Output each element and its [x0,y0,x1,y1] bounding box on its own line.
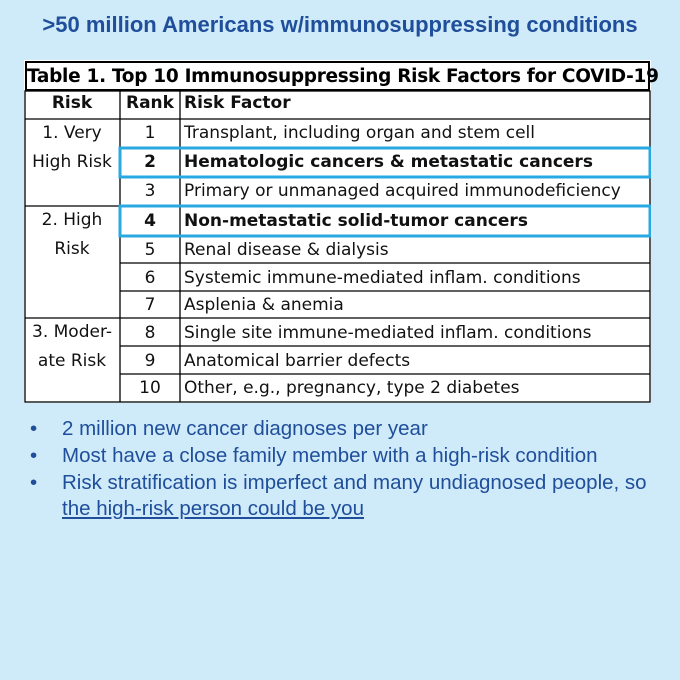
bullet-marker: • [30,417,38,440]
bullet-marker: • [30,444,38,467]
list-item [30,416,670,442]
bullet-text-part: Risk stratification is imperfect and many undiagnosed people, so [62,471,647,494]
risk-factor-cell: Non-metastatic solid-tumor cancers [184,211,528,231]
header-rank: Rank [126,93,174,113]
list-item [30,443,670,469]
risk-group-high [24,206,120,264]
risk-factor-cell: Asplenia & anemia [184,295,344,315]
header-risk-factor: Risk Factor [184,93,291,113]
risk-factor-cell: Transplant, including organ and stem cell [184,123,535,143]
rank-cell: 1 [144,123,156,143]
bullet-marker: • [30,471,38,494]
rank-cell: 4 [144,211,156,231]
risk-factor-cell: Other, e.g., pregnancy, type 2 diabetes [184,378,520,398]
risk-group-label: 2. High [41,210,103,230]
high-risk-link[interactable]: the high-risk person could be you [62,497,364,520]
risk-group-label: High Risk [32,152,112,172]
rank-cell: 9 [144,351,156,371]
bullet-list [30,416,670,523]
rank-cell: 6 [144,268,156,288]
risk-factor-cell: Renal disease & dialysis [184,240,389,260]
rank-cell: 10 [139,378,161,398]
rank-cell: 2 [144,152,156,172]
risk-group-label: 1. Very [42,123,102,143]
slide-title: >50 million Americans w/immunosuppressing conditions [42,12,638,37]
bullet-text [62,470,670,522]
risk-factor-cell: Primary or unmanaged acquired immunodeficiency [184,181,621,201]
risk-factor-cell: Single site immune-mediated inflam. conditions [184,323,592,343]
risk-group-label: ate Risk [37,351,107,371]
risk-group-label: Risk [54,239,90,259]
risk-factor-cell: Hematologic cancers & metastatic cancers [184,152,593,172]
rank-cell: 8 [144,323,156,343]
risk-factor-cell: Anatomical barrier defects [184,351,411,371]
header-risk: Risk [51,93,93,113]
bullet-text: Most have a close family member with a high-risk condition [62,444,598,467]
rank-cell: 7 [144,295,156,315]
rank-cell: 5 [144,240,156,260]
risk-factor-table [24,60,659,403]
risk-group-moderate [24,318,120,376]
table-caption: Table 1. Top 10 Immunosuppressing Risk Factors for COVID-19 [25,61,650,91]
rank-cell: 3 [144,181,156,201]
bullet-text: 2 million new cancer diagnoses per year [62,417,428,440]
risk-group-very-high [24,119,120,177]
risk-group-label: 3. Moder- [32,322,112,342]
list-item [30,470,670,522]
risk-factor-cell: Systemic immune-mediated inflam. conditions [184,268,581,288]
